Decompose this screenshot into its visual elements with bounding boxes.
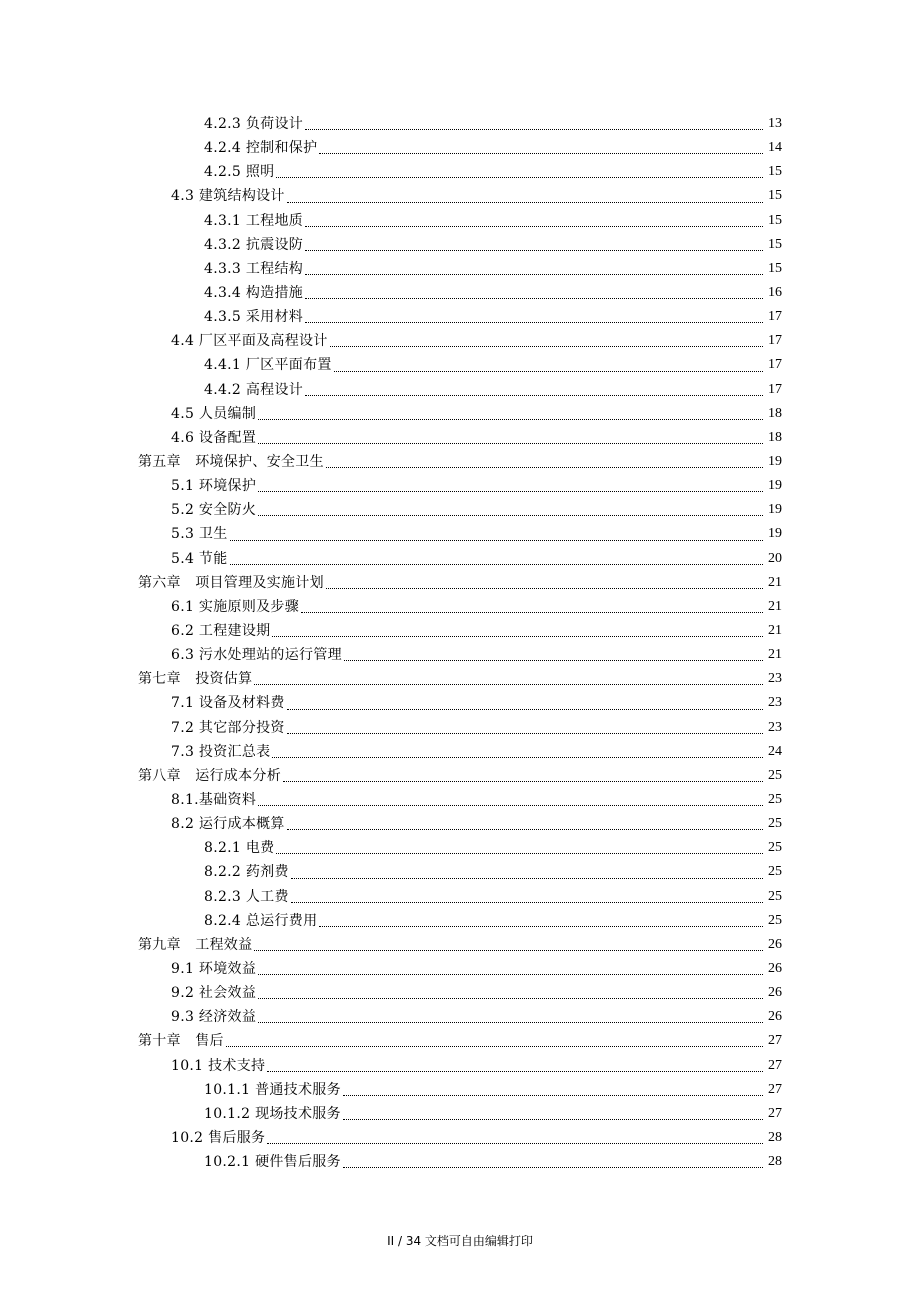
toc-entry[interactable] <box>0 1029 920 1053</box>
toc-dot-leader <box>344 659 763 661</box>
toc-entry-page-number: 13 <box>768 116 782 132</box>
toc-entry[interactable] <box>0 933 920 957</box>
toc-dot-leader <box>258 442 763 444</box>
toc-dot-leader <box>287 708 763 710</box>
toc-dot-leader <box>258 1021 763 1023</box>
toc-entry-label: 9.3 经济效益 <box>171 1009 257 1026</box>
toc-dot-leader <box>330 345 763 347</box>
toc-entry[interactable] <box>0 1150 920 1174</box>
toc-entry[interactable] <box>0 1126 920 1150</box>
toc-entry[interactable] <box>0 1053 920 1077</box>
toc-dot-leader <box>283 780 763 782</box>
toc-entry-page-number: 19 <box>768 454 782 470</box>
toc-dot-leader <box>226 1045 763 1047</box>
toc-entry-label: 4.2.3 负荷设计 <box>204 116 304 133</box>
toc-entry-label: 4.3.3 工程结构 <box>204 260 304 277</box>
toc-entry-page-number: 17 <box>768 333 782 349</box>
toc-entry-page-number: 25 <box>768 792 782 807</box>
toc-entry-label: 4.3.4 构造措施 <box>204 285 304 302</box>
toc-entry[interactable] <box>0 112 920 136</box>
toc-entry-label: 7.1 设备及材料费 <box>171 695 285 712</box>
toc-entry[interactable] <box>0 257 920 281</box>
toc-entry-label: 5.3 卫生 <box>171 526 228 543</box>
toc-entry[interactable] <box>0 281 920 305</box>
toc-dot-leader <box>305 321 763 323</box>
toc-entry-page-number: 23 <box>768 719 782 735</box>
toc-entry-page-number: 27 <box>768 1081 782 1097</box>
toc-entry[interactable] <box>0 812 920 836</box>
toc-entry-page-number: 15 <box>768 236 782 252</box>
toc-entry[interactable] <box>0 981 920 1005</box>
toc-entry-page-number: 25 <box>768 767 782 783</box>
toc-entry-page-number: 25 <box>768 840 782 856</box>
toc-entry[interactable] <box>0 691 920 715</box>
toc-entry-label: 6.1 实施原则及步骤 <box>171 598 300 615</box>
toc-entry-label: 4.2.4 控制和保护 <box>204 140 318 157</box>
toc-dot-leader <box>258 997 763 999</box>
toc-entry-label: 4.3.5 采用材料 <box>204 309 304 326</box>
toc-entry-page-number: 15 <box>768 188 782 204</box>
toc-entry-page-number: 15 <box>768 260 782 276</box>
toc-dot-leader <box>326 587 763 589</box>
toc-entry-page-number: 20 <box>768 550 782 566</box>
toc-entry-page-number: 15 <box>768 212 782 228</box>
toc-entry[interactable] <box>0 957 920 981</box>
toc-entry-page-number: 25 <box>768 888 782 904</box>
toc-entry-page-number: 21 <box>768 598 782 614</box>
toc-entry-label: 第八章 运行成本分析 <box>138 767 281 784</box>
toc-entry-page-number: 28 <box>768 1129 782 1145</box>
toc-entry[interactable] <box>0 1005 920 1029</box>
toc-dot-leader <box>334 370 763 372</box>
toc-entry-label: 8.2.2 药剂费 <box>204 864 289 881</box>
toc-dot-leader <box>305 249 763 251</box>
toc-entry[interactable] <box>0 547 920 571</box>
toc-dot-leader <box>267 1070 763 1072</box>
toc-entry-label: 4.5 人员编制 <box>171 405 257 422</box>
toc-entry-label: 10.2 售后服务 <box>171 1129 266 1146</box>
toc-dot-leader <box>291 901 763 903</box>
toc-entry[interactable] <box>0 788 920 812</box>
toc-entry-page-number: 28 <box>768 1154 782 1170</box>
toc-entry[interactable] <box>0 619 920 643</box>
toc-entry-label: 10.1.2 现场技术服务 <box>204 1105 341 1122</box>
toc-dot-leader <box>258 804 763 806</box>
toc-entry-label: 第十章 售后 <box>138 1033 224 1050</box>
toc-entry-label: 8.2 运行成本概算 <box>171 816 285 833</box>
toc-entry[interactable] <box>0 474 920 498</box>
toc-entry-label: 第七章 投资估算 <box>138 671 253 688</box>
toc-entry-label: 9.2 社会效益 <box>171 985 257 1002</box>
toc-dot-leader <box>230 539 763 541</box>
toc-dot-leader <box>258 490 763 492</box>
toc-entry-page-number: 15 <box>768 164 782 180</box>
toc-entry-page-number: 26 <box>768 985 782 1001</box>
toc-entry-page-number: 21 <box>768 647 782 663</box>
toc-entry-page-number: 25 <box>768 864 782 880</box>
toc-entry-label: 4.4.1 厂区平面布置 <box>204 357 332 374</box>
toc-entry-label: 8.2.1 电费 <box>204 840 275 857</box>
toc-entry-page-number: 19 <box>768 478 782 494</box>
toc-dot-leader <box>343 1118 763 1120</box>
toc-entry-label: 10.2.1 硬件售后服务 <box>204 1154 341 1171</box>
toc-entry[interactable] <box>0 402 920 426</box>
toc-entry-label: 第五章 环境保护、安全卫生 <box>138 454 324 471</box>
toc-entry[interactable] <box>0 353 920 377</box>
toc-entry-page-number: 24 <box>768 743 782 759</box>
toc-entry-label: 8.2.3 人工费 <box>204 888 289 905</box>
toc-entry-label: 10.1.1 普通技术服务 <box>204 1081 341 1098</box>
toc-entry[interactable] <box>0 160 920 184</box>
toc-entry-page-number: 14 <box>768 140 782 156</box>
toc-entry-page-number: 19 <box>768 526 782 542</box>
toc-dot-leader <box>258 973 763 975</box>
toc-entry-label: 4.6 设备配置 <box>171 429 257 446</box>
toc-entry-label: 5.2 安全防火 <box>171 502 257 519</box>
toc-dot-leader <box>291 877 763 879</box>
toc-entry[interactable] <box>0 643 920 667</box>
toc-entry[interactable] <box>0 1102 920 1126</box>
toc-entry-page-number: 26 <box>768 960 782 976</box>
toc-entry-label: 5.1 环境保护 <box>171 478 257 495</box>
toc-dot-leader <box>258 418 763 420</box>
toc-entry[interactable] <box>0 378 920 402</box>
toc-entry-page-number: 21 <box>768 623 782 639</box>
toc-dot-leader <box>301 611 763 613</box>
toc-entry-label: 9.1 环境效益 <box>171 960 257 977</box>
toc-entry[interactable] <box>0 716 920 740</box>
toc-entry[interactable] <box>0 571 920 595</box>
toc-entry-page-number: 23 <box>768 671 782 687</box>
toc-entry-label: 4.4 厂区平面及高程设计 <box>171 333 328 350</box>
toc-entry[interactable] <box>0 764 920 788</box>
toc-entry-label: 6.2 工程建设期 <box>171 623 271 640</box>
toc-entry-label: 8.1.基础资料 <box>171 792 257 808</box>
toc-entry[interactable] <box>0 233 920 257</box>
toc-dot-leader <box>272 756 763 758</box>
toc-dot-leader <box>254 949 763 951</box>
toc-entry-page-number: 18 <box>768 429 782 445</box>
toc-entry-label: 10.1 技术支持 <box>171 1057 266 1074</box>
table-of-contents <box>0 112 920 1174</box>
toc-entry-page-number: 19 <box>768 502 782 518</box>
toc-entry[interactable] <box>0 184 920 208</box>
toc-dot-leader <box>230 563 763 565</box>
toc-dot-leader <box>287 201 763 203</box>
toc-entry-label: 4.4.2 高程设计 <box>204 381 304 398</box>
toc-entry-label: 6.3 污水处理站的运行管理 <box>171 647 342 664</box>
toc-entry[interactable] <box>0 885 920 909</box>
toc-entry-label: 7.3 投资汇总表 <box>171 743 271 760</box>
toc-dot-leader <box>272 635 763 637</box>
toc-dot-leader <box>258 514 763 516</box>
toc-entry[interactable] <box>0 860 920 884</box>
toc-entry-label: 4.3.1 工程地质 <box>204 212 304 229</box>
toc-entry-label: 5.4 节能 <box>171 550 228 567</box>
toc-entry[interactable] <box>0 305 920 329</box>
toc-entry[interactable] <box>0 426 920 450</box>
toc-dot-leader <box>276 852 763 854</box>
toc-dot-leader <box>319 925 763 927</box>
toc-entry-label: 4.3.2 抗震设防 <box>204 236 304 253</box>
toc-entry-label: 7.2 其它部分投资 <box>171 719 285 736</box>
toc-entry[interactable] <box>0 136 920 160</box>
toc-dot-leader <box>287 732 763 734</box>
toc-dot-leader <box>305 225 763 227</box>
toc-entry[interactable] <box>0 450 920 474</box>
toc-dot-leader <box>267 1142 763 1144</box>
toc-entry[interactable] <box>0 836 920 860</box>
toc-entry-page-number: 23 <box>768 695 782 711</box>
toc-entry-page-number: 21 <box>768 574 782 590</box>
toc-dot-leader <box>319 152 763 154</box>
toc-entry-page-number: 25 <box>768 816 782 832</box>
toc-entry[interactable] <box>0 209 920 233</box>
toc-entry[interactable] <box>0 909 920 933</box>
toc-dot-leader <box>326 466 763 468</box>
toc-entry-label: 第六章 项目管理及实施计划 <box>138 574 324 591</box>
toc-dot-leader <box>276 176 763 178</box>
toc-dot-leader <box>254 683 763 685</box>
toc-entry[interactable] <box>0 1078 920 1102</box>
toc-entry-page-number: 27 <box>768 1057 782 1073</box>
toc-dot-leader <box>343 1166 763 1168</box>
toc-entry[interactable] <box>0 329 920 353</box>
toc-entry-page-number: 26 <box>768 936 782 952</box>
toc-entry[interactable] <box>0 498 920 522</box>
toc-dot-leader <box>305 394 763 396</box>
toc-entry-page-number: 26 <box>768 1009 782 1025</box>
toc-dot-leader <box>287 828 763 830</box>
toc-entry-page-number: 25 <box>768 912 782 928</box>
toc-entry[interactable] <box>0 595 920 619</box>
toc-entry-page-number: 18 <box>768 405 782 421</box>
toc-entry[interactable] <box>0 740 920 764</box>
toc-entry-page-number: 17 <box>768 309 782 325</box>
page-footer: II / 34 文档可自由编辑打印 <box>387 1234 533 1248</box>
toc-dot-leader <box>305 128 763 130</box>
toc-entry-label: 8.2.4 总运行费用 <box>204 912 318 929</box>
toc-dot-leader <box>343 1094 763 1096</box>
toc-entry-page-number: 17 <box>768 381 782 397</box>
toc-entry[interactable] <box>0 522 920 546</box>
toc-entry-label: 4.3 建筑结构设计 <box>171 188 285 205</box>
toc-dot-leader <box>305 297 763 299</box>
toc-entry[interactable] <box>0 667 920 691</box>
toc-entry-page-number: 16 <box>768 285 782 301</box>
toc-entry-page-number: 27 <box>768 1033 782 1049</box>
toc-entry-label: 4.2.5 照明 <box>204 164 275 181</box>
toc-entry-page-number: 27 <box>768 1105 782 1121</box>
toc-entry-page-number: 17 <box>768 357 782 373</box>
toc-entry-label: 第九章 工程效益 <box>138 936 253 953</box>
toc-dot-leader <box>305 273 763 275</box>
